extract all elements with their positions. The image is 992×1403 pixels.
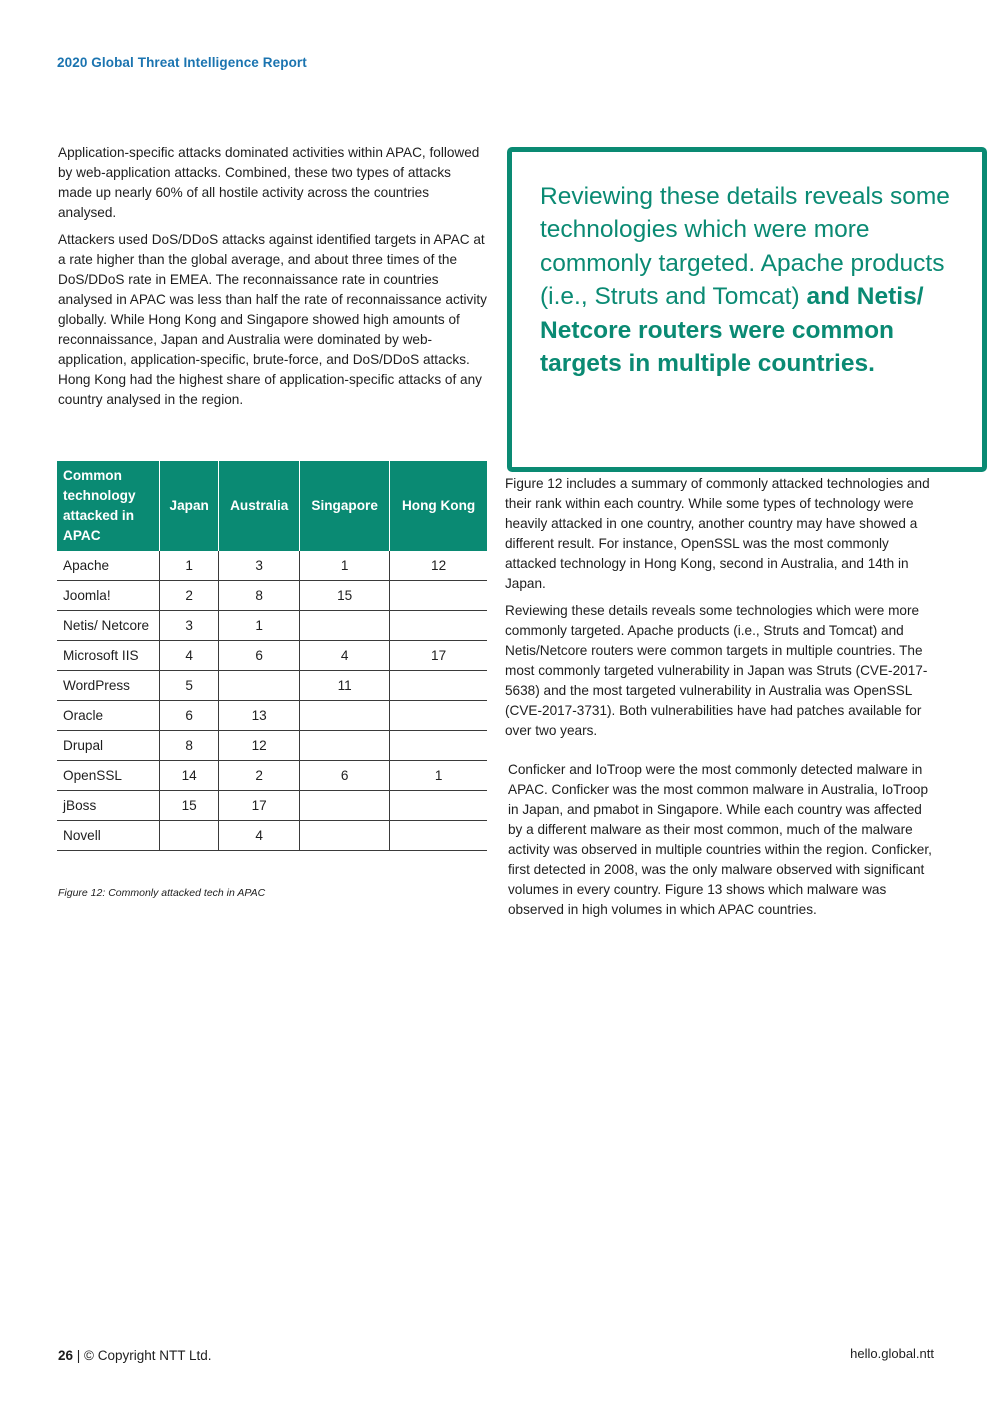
page-number: 26 <box>58 1348 74 1363</box>
table-row <box>57 671 487 701</box>
figure-caption: Figure 12: Commonly attacked tech in APAC <box>58 887 266 899</box>
cell-japan: 1 <box>160 551 219 581</box>
header-technology: Common technology attacked in APAC <box>57 461 160 551</box>
paragraph-technologies: Reviewing these details reveals some technologies which were more commonly targeted. Apache products (i.e., Struts and Tomcat) and Netis/Netcore routers were common targets in multiple countries. The most commonly targeted vulnerability in Japan was Struts (CVE-2017-5638) and the most targeted vulnerability in Australia was OpenSSL (CVE-2017-3731). Both vulnerabilities have had patches available for over two years. <box>505 603 928 738</box>
pull-quote-callout <box>507 147 987 472</box>
table-row <box>57 761 487 791</box>
right-column-top <box>505 474 935 748</box>
cell-technology: Joomla! <box>57 581 160 611</box>
cell-singapore: 6 <box>300 761 390 791</box>
pull-quote-text <box>540 180 954 380</box>
cell-australia: 2 <box>219 761 300 791</box>
copyright-text: | © Copyright NTT Ltd. <box>73 1348 212 1363</box>
cell-australia: 3 <box>219 551 300 581</box>
cell-technology: Netis/ Netcore <box>57 611 160 641</box>
header-australia: Australia <box>219 461 300 551</box>
cell-technology: Novell <box>57 821 160 851</box>
footer-copyright <box>58 1348 212 1363</box>
cell-japan: 14 <box>160 761 219 791</box>
cell-australia: 13 <box>219 701 300 731</box>
cell-technology: WordPress <box>57 671 160 701</box>
cell-hong-kong <box>390 731 487 761</box>
cell-hong-kong: 17 <box>390 641 487 671</box>
header-singapore: Singapore <box>300 461 390 551</box>
cell-singapore <box>300 701 390 731</box>
cell-hong-kong <box>390 581 487 611</box>
cell-japan <box>160 821 219 851</box>
cell-australia: 12 <box>219 731 300 761</box>
cell-australia <box>219 671 300 701</box>
cell-japan: 3 <box>160 611 219 641</box>
paragraph-attack-types: Application-specific attacks dominated activities within APAC, followed by web-application attacks. Combined, these two types of attacks made up nearly 60% of all hostile activity across the countries analysed. <box>58 145 480 220</box>
table-row <box>57 701 487 731</box>
right-column-bottom <box>508 760 938 927</box>
cell-singapore: 1 <box>300 551 390 581</box>
cell-singapore: 15 <box>300 581 390 611</box>
cell-australia: 4 <box>219 821 300 851</box>
cell-technology: Oracle <box>57 701 160 731</box>
cell-australia: 6 <box>219 641 300 671</box>
cell-australia: 8 <box>219 581 300 611</box>
paragraph-dos-ddos: Attackers used DoS/DDoS attacks against identified targets in APAC at a rate higher than the global average, and about three times of the DoS/DDoS rate in EMEA. The reconnaissance rate in countries analysed in APAC was less than half the rate of reconnaissance activity globally. While Hong Kong and Singapore showed high amounts of reconnaissance, Japan and Australia were dominated by web-application, application-specific, brute-force, and DoS/DDoS attacks. Hong Kong had the highest share of application-specific attacks of any country analysed in the region. <box>58 232 487 407</box>
cell-japan: 4 <box>160 641 219 671</box>
cell-hong-kong <box>390 791 487 821</box>
pull-quote-bold: and Netis/ Netcore routers were common targets in multiple countries. <box>540 283 924 378</box>
cell-technology: Apache <box>57 551 160 581</box>
paragraph-figure-summary: Figure 12 includes a summary of commonly attacked technologies and their rank within each country. While some types of technology were heavily attacked in one country, another country may have showed a different result. For instance, OpenSSL was the most commonly attacked technology in Hong Kong, second in Australia, and 14th in Japan. <box>505 476 930 591</box>
paragraph-malware: Conficker and IoTroop were the most commonly detected malware in APAC. Conficker was the most common malware in Australia, IoTroop in Japan, and pmabot in Singapore. While each country was affected by a different malware as their most common, much of the malware activity was observed in multiple countries within the region. Conficker, first detected in 2008, was the only malware observed with significant volumes in every country. Figure 13 shows which malware was observed in high volumes in which APAC countries. <box>508 762 932 917</box>
cell-japan: 5 <box>160 671 219 701</box>
table-row <box>57 581 487 611</box>
footer-website: hello.global.ntt <box>850 1346 934 1361</box>
cell-hong-kong <box>390 701 487 731</box>
table-row <box>57 611 487 641</box>
table-row <box>57 551 487 581</box>
cell-technology: jBoss <box>57 791 160 821</box>
report-title: 2020 Global Threat Intelligence Report <box>57 55 307 70</box>
left-column <box>58 143 488 417</box>
table-row <box>57 791 487 821</box>
cell-hong-kong <box>390 821 487 851</box>
header-japan: Japan <box>160 461 219 551</box>
cell-hong-kong: 1 <box>390 761 487 791</box>
cell-singapore <box>300 731 390 761</box>
cell-australia: 17 <box>219 791 300 821</box>
cell-hong-kong <box>390 671 487 701</box>
cell-technology: OpenSSL <box>57 761 160 791</box>
cell-japan: 15 <box>160 791 219 821</box>
cell-technology: Microsoft IIS <box>57 641 160 671</box>
pull-quote-normal: Reviewing these details reveals some technologies which were more commonly targeted. Apache products (i.e., Struts and Tomcat) <box>540 183 950 311</box>
cell-japan: 8 <box>160 731 219 761</box>
header-hong-kong: Hong Kong <box>390 461 487 551</box>
cell-singapore <box>300 611 390 641</box>
cell-hong-kong <box>390 611 487 641</box>
cell-technology: Drupal <box>57 731 160 761</box>
tech-rank-table <box>57 461 487 851</box>
cell-singapore <box>300 821 390 851</box>
cell-hong-kong: 12 <box>390 551 487 581</box>
table-row <box>57 731 487 761</box>
cell-singapore: 11 <box>300 671 390 701</box>
cell-singapore <box>300 791 390 821</box>
table-row <box>57 821 487 851</box>
cell-japan: 2 <box>160 581 219 611</box>
cell-japan: 6 <box>160 701 219 731</box>
cell-australia: 1 <box>219 611 300 641</box>
table-header-row <box>57 461 487 551</box>
cell-singapore: 4 <box>300 641 390 671</box>
table-row <box>57 641 487 671</box>
